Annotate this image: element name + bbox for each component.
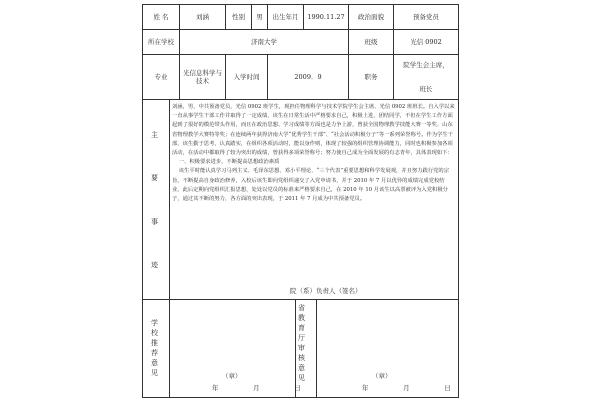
school-label: 所在学校 (142, 30, 179, 55)
deeds-label-char-3: 事 (151, 217, 158, 226)
major-row (142, 54, 459, 100)
name-value: 刘涵 (179, 5, 225, 30)
province-opinion-char-5: 审 (298, 344, 305, 352)
province-opinion-char-6: 核 (298, 354, 305, 362)
deeds-label-char-1: 主 (151, 131, 158, 139)
deeds-label-char-4: 迹 (151, 260, 158, 269)
school-value: 济南大学 (179, 30, 348, 55)
school-stamp: （章） (222, 372, 242, 380)
school-opinion-char-2: 校 (151, 329, 158, 337)
province-opinion-char-4: 厅 (298, 334, 305, 342)
dept-signature: 院（系）负责人（签名） (290, 287, 362, 295)
duty-value-line1: 院学生会主席， (403, 61, 449, 70)
school-opinion-label (151, 318, 158, 378)
enroll-value: 2009．9 (267, 55, 348, 100)
province-opinion-char-7: 意 (298, 364, 305, 372)
duty-value (393, 55, 459, 100)
school-opinion-char-3: 推 (151, 339, 158, 347)
political-label: 政治面貌 (348, 5, 393, 30)
school-opinion-char-1: 学 (151, 319, 158, 327)
school-row (142, 29, 459, 55)
gender-label: 性别 (225, 5, 251, 30)
school-opinion-char-6: 见 (151, 369, 158, 377)
major-label: 专业 (142, 55, 179, 100)
province-date: 年 月 日 (362, 384, 451, 392)
province-stamp: （章） (372, 372, 392, 380)
class-value: 光信 0902 (393, 30, 459, 55)
province-opinion-char-1: 省 (298, 304, 305, 312)
deeds-label-char-2: 要 (151, 174, 158, 183)
province-opinion-char-3: 育 (298, 324, 305, 332)
province-opinion-char-2: 教 (298, 314, 305, 322)
school-opinion-char-5: 意 (151, 359, 158, 367)
province-opinion-label (298, 303, 305, 383)
duty-label: 职务 (348, 55, 393, 100)
school-date: 年 月 日 (212, 384, 301, 392)
deeds-label (151, 130, 158, 270)
school-opinion-char-4: 荐 (151, 349, 158, 357)
province-opinion-char-8: 见 (298, 374, 305, 382)
gender-value: 男 (251, 5, 267, 30)
political-value: 预备党员 (393, 5, 459, 30)
birth-label: 出生年月 (267, 5, 303, 30)
recommendation-form (142, 0, 459, 400)
deeds-body: 刘涵，男，中共预备党员，光信 0902 班学生，现担任物理科学与技术学院学生会主席、光信 0902 班班长。自入学以来一直从事学生干部工作并取得了一定成绩，该生在日常生活中严格要求自己，积极上进，团结同学，不但在学生工作方面起到了很好的模范带头作用，而且在政治思想、学习成绩等方面也是力争上游，曾获全国物理教学技能大赛一等奖、山东省物理教学大赛特等奖；在连续两年获得济南大学“优秀学生干部”、“社会活动积极分子”等一系列荣誉称号。作为学生干部，该生勤于思考，认真踏实，在组织各项活动时，能以身作则，体现了较强的组织管理协调能力，同时也积极参加各项活动，在活动中都取得了较为突出的成绩，曾获得多项荣誉称号；努力使自己成为全面发展的有志青年，具体表现如下： 一、积极要求进步，不断提高思想政治素质 该生平时能认真学习马列主义、毛泽东思想、邓小平理论、“三个代表”重要思想和科学发展观，并且努力践行党的宗旨，不断提高自身政治修养，入校后该生即向党组织递交了入党申请书，并于 2010 年 7 月以优异的成绩完成党校结业，此后定期向党组织汇报思想，处处以党员的标准来严格要求自己，在 2010 年 10 月该生以高票被评为入党积极分子，通过其不断的努力，各方面的突出表现，于 2011 年 7 月成为中共预备党员。 (172, 104, 455, 203)
personal-info-row (142, 4, 459, 30)
name-label: 姓 名 (142, 5, 179, 30)
major-value: 光信息科学与技术 (179, 55, 225, 100)
class-label: 班级 (348, 30, 393, 55)
enroll-label: 入学时间 (225, 55, 267, 100)
duty-value-line2: 班长 (419, 84, 433, 93)
birth-value: 1990.11.27 (303, 5, 348, 30)
